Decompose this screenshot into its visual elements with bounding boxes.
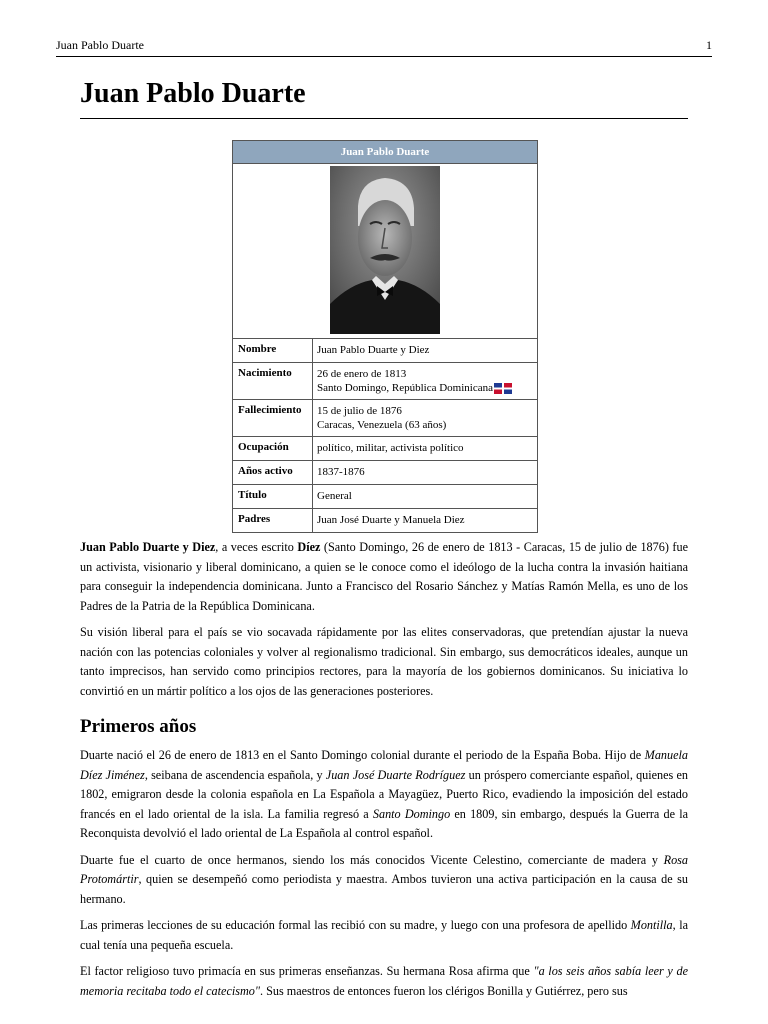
intro-paragraph-2: Su visión liberal para el país se vio socavada rápidamente por las elites conservadoras, que pretendían ajustar la nueva nación con las potencias coloniales y volver al regionalismo tradicional. Sin embargo, sus democráticos ideales, aunque un tanto imprecisos, han servido como principios rectores, para la mayoría de los gobiernos dominicanos. Su iniciativa lo convirtió en un mártir político a los ojos de las generaciones posteriores. (80, 625, 688, 698)
italic-span: Santo Domingo (372, 806, 451, 821)
infobox-value: 1837-1876 (317, 466, 365, 478)
infobox-row-fallecimiento (233, 400, 537, 437)
text-span: El factor religioso tuvo primacía en sus primeras enseñanzas. Su hermana Rosa afirma que (80, 964, 534, 978)
text-span: (Santo Domingo, 26 de enero de 1813 - Caracas, 15 de julio de 1876) fue un activista, visionario y liberal dominicano, a quien se le conoce como el ideólogo de la lucha contra la invasión haitiana para conseguir la independencia dominicana. Junto a Francisco del Rosario Sánchez y Matías Ramón Mella, es uno de los Padres de la Patria de la República Dominicana. (80, 540, 688, 613)
infobox-key: Ocupación (233, 437, 313, 460)
infobox-key: Años activo (233, 461, 313, 484)
running-header (56, 38, 712, 57)
infobox-value (313, 400, 537, 436)
section-paragraph-1 (80, 746, 688, 844)
infobox-key: Título (233, 485, 313, 508)
page-number: 1 (706, 38, 712, 52)
infobox-value: General (317, 490, 352, 502)
italic-span: Rosa Protomártir (80, 852, 688, 886)
birth-place[interactable]: Santo Domingo, República Dominicana (317, 382, 493, 394)
text-span: un próspero comerciante español, quienes en 1802, emigraron desde la colonia española en La Española a Mayagüez, Puerto Rico, evadiendo la imposición del estado francés en el lado oriental de la isla. La familia regresó a (80, 767, 689, 821)
infobox-heading: Juan Pablo Duarte (233, 141, 537, 164)
death-date: 15 de julio de 1876 (317, 405, 402, 417)
portrait-image[interactable] (330, 166, 440, 334)
text-span: , quien se desempeñó como periodista y maestra. Ambos tuvieron una activa participación en la causa de su hermano. (80, 872, 688, 906)
subject-name: Juan Pablo Duarte y Diez (80, 540, 216, 554)
infobox-row-nombre (233, 339, 537, 363)
section-text (80, 746, 688, 1008)
section-heading: Primeros años (80, 716, 197, 737)
section-paragraph-3 (80, 916, 688, 955)
portrait-cell (233, 164, 537, 339)
infobox-key: Nacimiento (233, 363, 313, 399)
running-title: Juan Pablo Duarte (56, 38, 144, 52)
infobox-key: Nombre (233, 339, 313, 362)
intro-paragraph-1 (80, 538, 688, 616)
infobox-key: Fallecimiento (233, 400, 313, 436)
intro-text (80, 538, 688, 708)
infobox-row-anos-activo (233, 461, 537, 485)
italic-span: Juan José Duarte Rodríguez (325, 767, 466, 782)
text-span: , seibana de ascendencia española, y (144, 767, 326, 782)
text-span: , a veces escrito (215, 540, 298, 554)
section-paragraph-2 (80, 851, 688, 910)
infobox-row-titulo (233, 485, 537, 509)
text-span: Duarte fue el cuarto de once hermanos, siendo los más conocidos Vicente Celestino, comerciante de madera y (80, 852, 664, 867)
text-span: Las primeras lecciones de su educación formal las recibió con su madre, y luego con una profesora de apellido (80, 918, 631, 932)
infobox-value: Juan José Duarte y Manuela Diez (317, 514, 465, 526)
infobox-row-padres (233, 509, 537, 532)
birth-place-line (317, 381, 533, 395)
page-title: Juan Pablo Duarte (80, 78, 306, 109)
italic-span: Manuela Díez Jiménez (80, 748, 688, 782)
infobox-value: político, militar, activista político (317, 442, 464, 454)
text-span: , la cual tenía una pequeña escuela. (80, 918, 688, 952)
text-span: Duarte nació el 26 de enero de 1813 en el Santo Domingo colonial durante el periodo de la España Boba. Hijo de (80, 748, 645, 762)
infobox-row-nacimiento (233, 363, 537, 400)
text-span: . Sus maestros de entonces fueron los clérigos Bonilla y Gutiérrez, pero sus (260, 983, 628, 998)
italic-span: Montilla (630, 918, 673, 932)
text-span: en 1809, sin embargo, después la Guerra de la Reconquista devolvió el lado oriental de La Española al control español. (80, 806, 689, 840)
death-place: Caracas, Venezuela (63 años) (317, 419, 447, 431)
dominican-flag-icon (494, 383, 512, 394)
infobox-value (313, 363, 537, 399)
section-paragraph-4 (80, 962, 688, 1001)
italic-span: "a los seis años sabía leer y de memoria recitaba todo el catecismo" (80, 964, 688, 998)
birth-date: 26 de enero de 1813 (317, 368, 407, 380)
infobox-key: Padres (233, 509, 313, 532)
infobox-value: Juan Pablo Duarte y Diez (317, 344, 430, 356)
infobox (232, 140, 538, 533)
infobox-row-ocupacion (233, 437, 537, 461)
title-divider (80, 118, 688, 119)
alt-spelling: Díez (297, 540, 321, 554)
